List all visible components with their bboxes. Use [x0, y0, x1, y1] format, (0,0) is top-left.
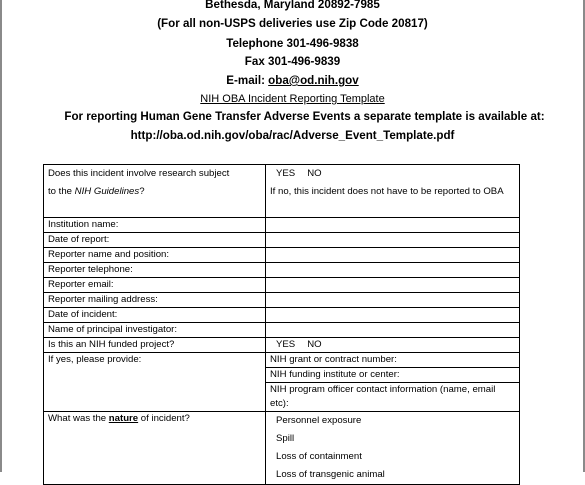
q1-mark: ?	[139, 186, 145, 197]
field-value[interactable]	[266, 218, 520, 233]
table-row	[44, 353, 520, 412]
table-row	[44, 218, 520, 233]
no-option[interactable]: NO	[307, 168, 322, 179]
table-row	[44, 338, 520, 353]
table-row	[44, 293, 520, 308]
no-option[interactable]: NO	[307, 339, 322, 350]
telephone: Telephone 301-496-9838	[226, 37, 359, 50]
field-label: Reporter telephone:	[44, 263, 266, 278]
nature-prefix: What was the	[48, 413, 109, 424]
guidelines-question	[44, 165, 266, 218]
table-row	[44, 263, 520, 278]
funded-yes-no	[276, 338, 515, 352]
funded-question: Is this an NIH funded project?	[44, 338, 266, 353]
page-edge-left	[0, 0, 2, 472]
email-label: E-mail:	[226, 74, 269, 87]
incident-form-table	[43, 164, 520, 485]
guidelines-question-line2	[48, 185, 261, 199]
option-spill[interactable]: Spill	[276, 433, 295, 444]
q1-text: to the	[48, 186, 75, 197]
field-value[interactable]	[266, 278, 520, 293]
non-usps-note: (For all non-USPS deliveries use Zip Code 20817)	[157, 17, 428, 30]
nature-suffix: of incident?	[138, 413, 190, 424]
table-row	[44, 308, 520, 323]
program-officer-field[interactable]: NIH program officer contact information (name, email etc):	[270, 384, 496, 409]
template-title: NIH OBA Incident Reporting Template	[200, 93, 385, 105]
if-yes-details	[266, 353, 520, 412]
yes-option[interactable]: YES	[276, 168, 296, 179]
gene-transfer-note: For reporting Human Gene Transfer Adverse Events a separate template is available at:	[64, 110, 545, 123]
option-personnel-exposure[interactable]: Personnel exposure	[276, 415, 362, 426]
field-label: Date of report:	[44, 233, 266, 248]
field-label: Name of principal investigator:	[44, 323, 266, 338]
yes-no-choice	[276, 167, 515, 181]
nature-question	[44, 412, 266, 485]
field-value[interactable]	[266, 308, 520, 323]
email-line	[0, 74, 585, 88]
q1-italic: NIH Guidelines	[74, 186, 140, 197]
field-value[interactable]	[266, 248, 520, 263]
funding-institute-field[interactable]: NIH funding institute or center:	[266, 368, 519, 383]
field-value[interactable]	[266, 233, 520, 248]
field-value[interactable]	[266, 263, 520, 278]
fax: Fax 301-496-9839	[244, 55, 341, 68]
option-loss-of-transgenic-animal[interactable]: Loss of transgenic animal	[276, 469, 385, 480]
field-label: Reporter mailing address:	[44, 293, 266, 308]
field-label: Reporter email:	[44, 278, 266, 293]
table-row	[44, 323, 520, 338]
field-label: Institution name:	[44, 218, 266, 233]
field-label: Date of incident:	[44, 308, 266, 323]
table-row	[44, 248, 520, 263]
guidelines-answer	[266, 165, 520, 218]
nature-options	[266, 412, 520, 485]
field-value[interactable]	[266, 323, 520, 338]
table-row	[44, 412, 520, 485]
field-label: Reporter name and position:	[44, 248, 266, 263]
field-value[interactable]	[266, 293, 520, 308]
template-url[interactable]: http://oba.od.nih.gov/oba/rac/Adverse_Event_Template.pdf	[130, 129, 455, 142]
table-row	[44, 165, 520, 218]
table-row	[44, 278, 520, 293]
if-yes-label: If yes, please provide:	[44, 353, 266, 412]
guidelines-note: If no, this incident does not have to be reported to OBA	[270, 186, 504, 197]
yes-option[interactable]: YES	[276, 339, 296, 350]
option-loss-of-containment[interactable]: Loss of containment	[276, 451, 362, 462]
guidelines-question-line1: Does this incident involve research subject	[48, 168, 230, 179]
table-row	[44, 233, 520, 248]
funded-answer	[266, 338, 520, 353]
email-link[interactable]: oba@od.nih.gov	[268, 74, 359, 87]
address-line: Bethesda, Maryland 20892-7985	[205, 0, 380, 11]
nature-word: nature	[108, 413, 139, 424]
grant-number-field[interactable]: NIH grant or contract number:	[266, 353, 519, 368]
